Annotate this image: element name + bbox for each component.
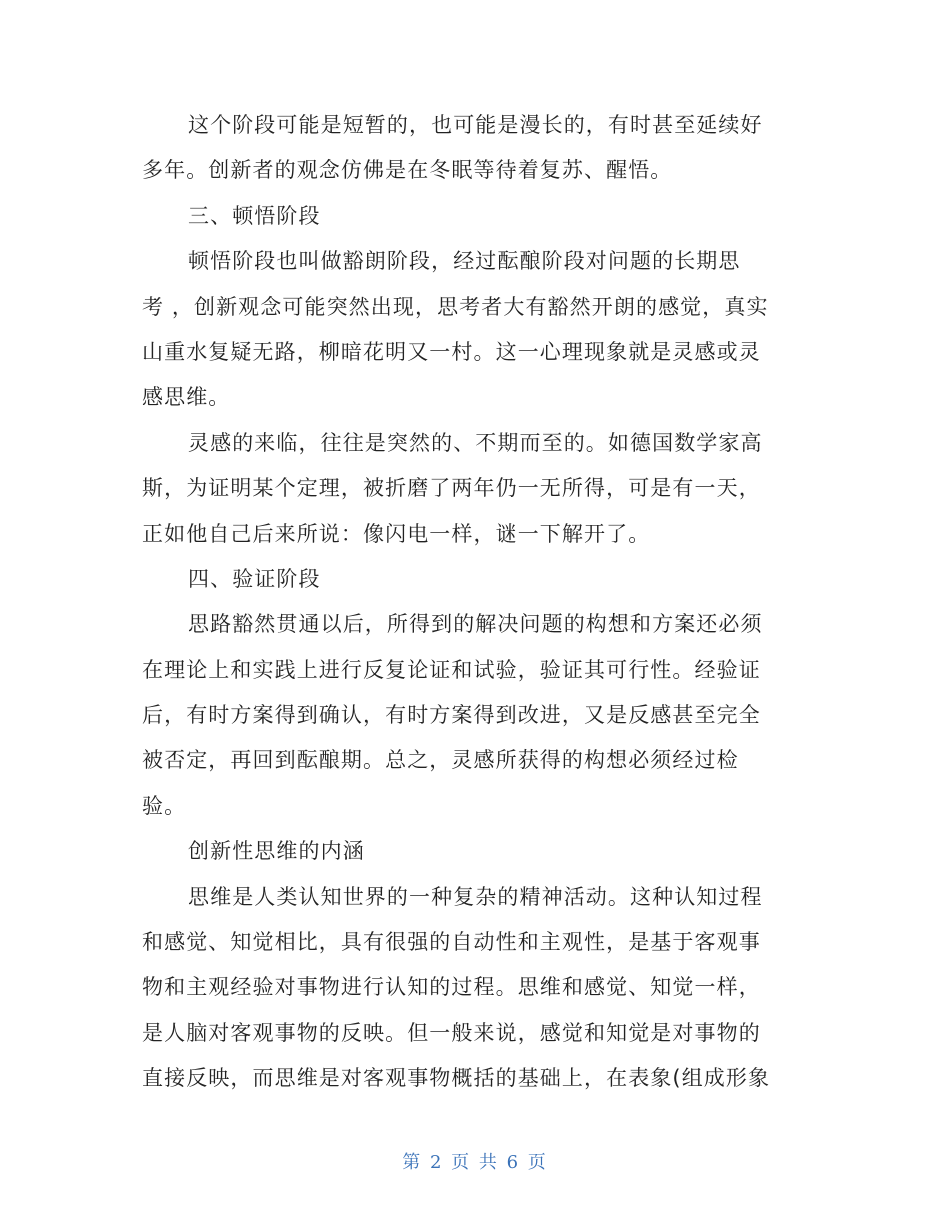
text-line: 是人脑对客观事物的反映。但一般来说，感觉和知觉是对事物的 [142, 1020, 761, 1045]
text-line: 考 ，创新观念可能突然出现，思考者大有豁然开朗的感觉，真实 [142, 294, 769, 319]
section-heading: 四、验证阶段 [188, 566, 321, 591]
text-line: 灵感的来临，往往是突然的、不期而至的。如德国数学家高 [188, 430, 763, 455]
text-line: 这个阶段可能是短暂的，也可能是漫长的，有时甚至延续好 [188, 113, 763, 137]
text-line: 顿悟阶段也叫做豁朗阶段，经过酝酿阶段对问题的长期思 [188, 249, 741, 274]
text-line: 多年。创新者的观念仿佛是在冬眠等待着复苏、醒悟。 [142, 158, 673, 183]
text-line: 正如他自己后来所说：像闪电一样，谜一下解开了。 [142, 521, 651, 546]
section-heading: 创新性思维的内涵 [188, 839, 365, 864]
page-number-footer: 第 2 页 共 6 页 [402, 1152, 548, 1173]
text-line: 斯，为证明某个定理，被折磨了两年仍一无所得，可是有一天， [142, 476, 761, 501]
text-line: 被否定，再回到酝酿期。总之，灵感所获得的构想必须经过检 [142, 748, 739, 773]
text-line: 后，有时方案得到确认，有时方案得到改进，又是反感甚至完全 [142, 703, 761, 728]
text-line: 验。 [142, 793, 187, 818]
text-line: 山重水复疑无路，柳暗花明又一村。这一心理现象就是灵感或灵 [142, 339, 761, 364]
text-line: 直接反映，而思维是对客观事物概括的基础上，在表象(组成形象 [142, 1066, 771, 1091]
text-line: 思路豁然贯通以后，所得到的解决问题的构想和方案还必须 [188, 612, 763, 637]
text-line: 和感觉、知觉相比，具有很强的自动性和主观性，是基于客观事 [142, 930, 761, 955]
text-line: 感思维。 [142, 385, 231, 410]
text-line: 物和主观经验对事物进行认知的过程。思维和感觉、知觉一样， [142, 975, 761, 1000]
section-heading: 三、顿悟阶段 [188, 203, 321, 228]
text-line: 在理论上和实践上进行反复论证和试验，验证其可行性。经验证 [142, 657, 761, 682]
text-line: 思维是人类认知世界的一种复杂的精神活动。这种认知过程 [188, 884, 763, 909]
document-body [142, 103, 810, 1102]
